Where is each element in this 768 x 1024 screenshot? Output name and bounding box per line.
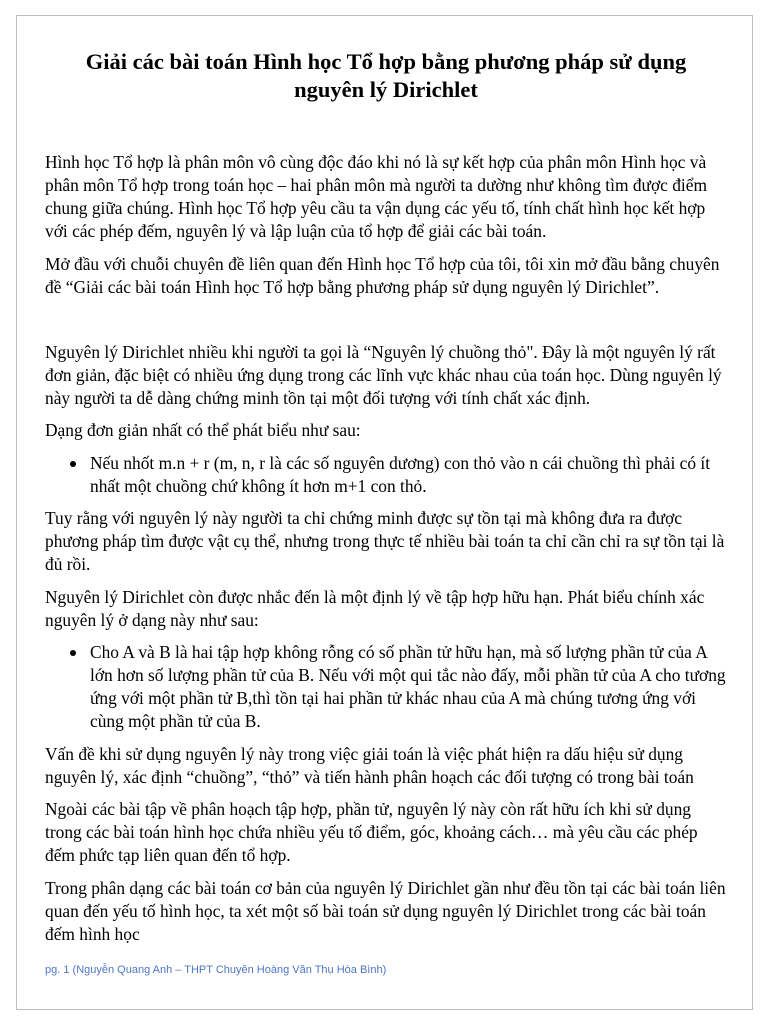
bulleted-list <box>45 452 727 498</box>
bullet-icon <box>70 461 76 467</box>
paragraph-topic: Mở đầu với chuỗi chuyên đề liên quan đến Hình học Tổ hợp của tôi, tôi xin mở đầu bằng chuyên đề “Giải các bài toán Hình học Tổ hợp bằng phương pháp sử dụng nguyên lý Dirichlet”. <box>45 253 720 297</box>
list-item-text: Nếu nhốt m.n + r (m, n, r là các số nguyên dương) con thỏ vào n cái chuồng thì phải có ít nhất một chuồng chứ không ít hơn m+1 con thỏ. <box>90 452 711 496</box>
paragraph-problem: Vấn đề khi sử dụng nguyên lý này trong việc giải toán là việc phát hiện ra dấu hiệu sử dụng nguyên lý, xác định “chuồng”, “thỏ” và tiến hành phân hoạch các đối tượng có trong bài toán <box>45 743 694 787</box>
document-title: Giải các bài toán Hình học Tổ hợp bằng phương pháp sử dụng nguyên lý Dirichlet <box>85 49 687 102</box>
footer-author: (Nguyễn Quang Anh – THPT Chuyên Hoàng Văn Thụ Hòa Bình) <box>72 964 387 976</box>
paragraph-finite-sets: Nguyên lý Dirichlet còn được nhắc đến là một định lý về tập hợp hữu hạn. Phát biểu chính xác nguyên lý ở dạng này như sau: <box>45 586 705 630</box>
paragraph-intro: Hình học Tổ hợp là phân môn vô cùng độc đáo khi nó là sự kết hợp của phân môn Hình học và phân môn Tổ hợp trong toán học – hai phân môn mà người ta dường như không tìm được điểm chung giữa chúng. Hình học Tổ hợp yêu cầu ta vận dụng các yếu tố, tính chất hình học kết hợp với các phép đếm, nguyên lý và lập luận của tổ hợp để giải các bài toán. <box>45 152 707 241</box>
paragraph-simple-form: Dạng đơn giản nhất có thể phát biểu như sau: <box>45 420 361 440</box>
paragraph-conclusion: Trong phân dạng các bài toán cơ bản của nguyên lý Dirichlet gần như đều tồn tại các bài toán liên quan đến yếu tố hình học, ta xét một số bài toán sử dụng nguyên lý Dirichlet trong các bài toán đếm hình học <box>45 877 726 944</box>
bullet-icon <box>70 650 76 656</box>
bulleted-list <box>45 641 727 733</box>
paragraph-existence: Tuy rằng với nguyên lý này người ta chỉ chứng minh được sự tồn tại mà không đưa ra được phương pháp tìm được vật cụ thể, nhưng trong thực tế nhiều bài toán ta chỉ cần chỉ ra sự tồn tại là đủ rồi. <box>45 508 725 574</box>
page-footer <box>45 963 386 977</box>
paragraph-principle: Nguyên lý Dirichlet nhiều khi người ta gọi là “Nguyên lý chuồng thỏ". Đây là một nguyên lý rất đơn giản, đặc biệt có nhiều ứng dụng trong các lĩnh vực khác nhau của toán học. Dùng nguyên lý này người ta dễ dàng chứng minh tồn tại một đối tượng với tính chất xác định. <box>45 341 722 408</box>
paragraph-applications: Ngoài các bài tập về phân hoạch tập hợp, phần tử, nguyên lý này còn rất hữu ích khi sử dụng trong các bài toán hình học chứa nhiều yếu tố điểm, góc, khoảng cách… mà yêu cầu các phép đếm phức tạp liên quan đến tổ hợp. <box>45 799 698 865</box>
document-body <box>45 48 727 955</box>
page-number: pg. 1 <box>45 964 70 976</box>
list-item <box>90 641 727 733</box>
list-item <box>90 452 727 498</box>
list-item-text: Cho A và B là hai tập hợp không rỗng có số phần tử hữu hạn, mà số lượng phần tử của A lớn hơn số lượng phần tử của B. Nếu với một qui tắc nào đấy, mỗi phần tử của A cho tương ứng với một phần tử B,thì tồn tại hai phần tử khác nhau của A mà chúng tương ứng với cùng một phần tử của B. <box>90 642 726 731</box>
